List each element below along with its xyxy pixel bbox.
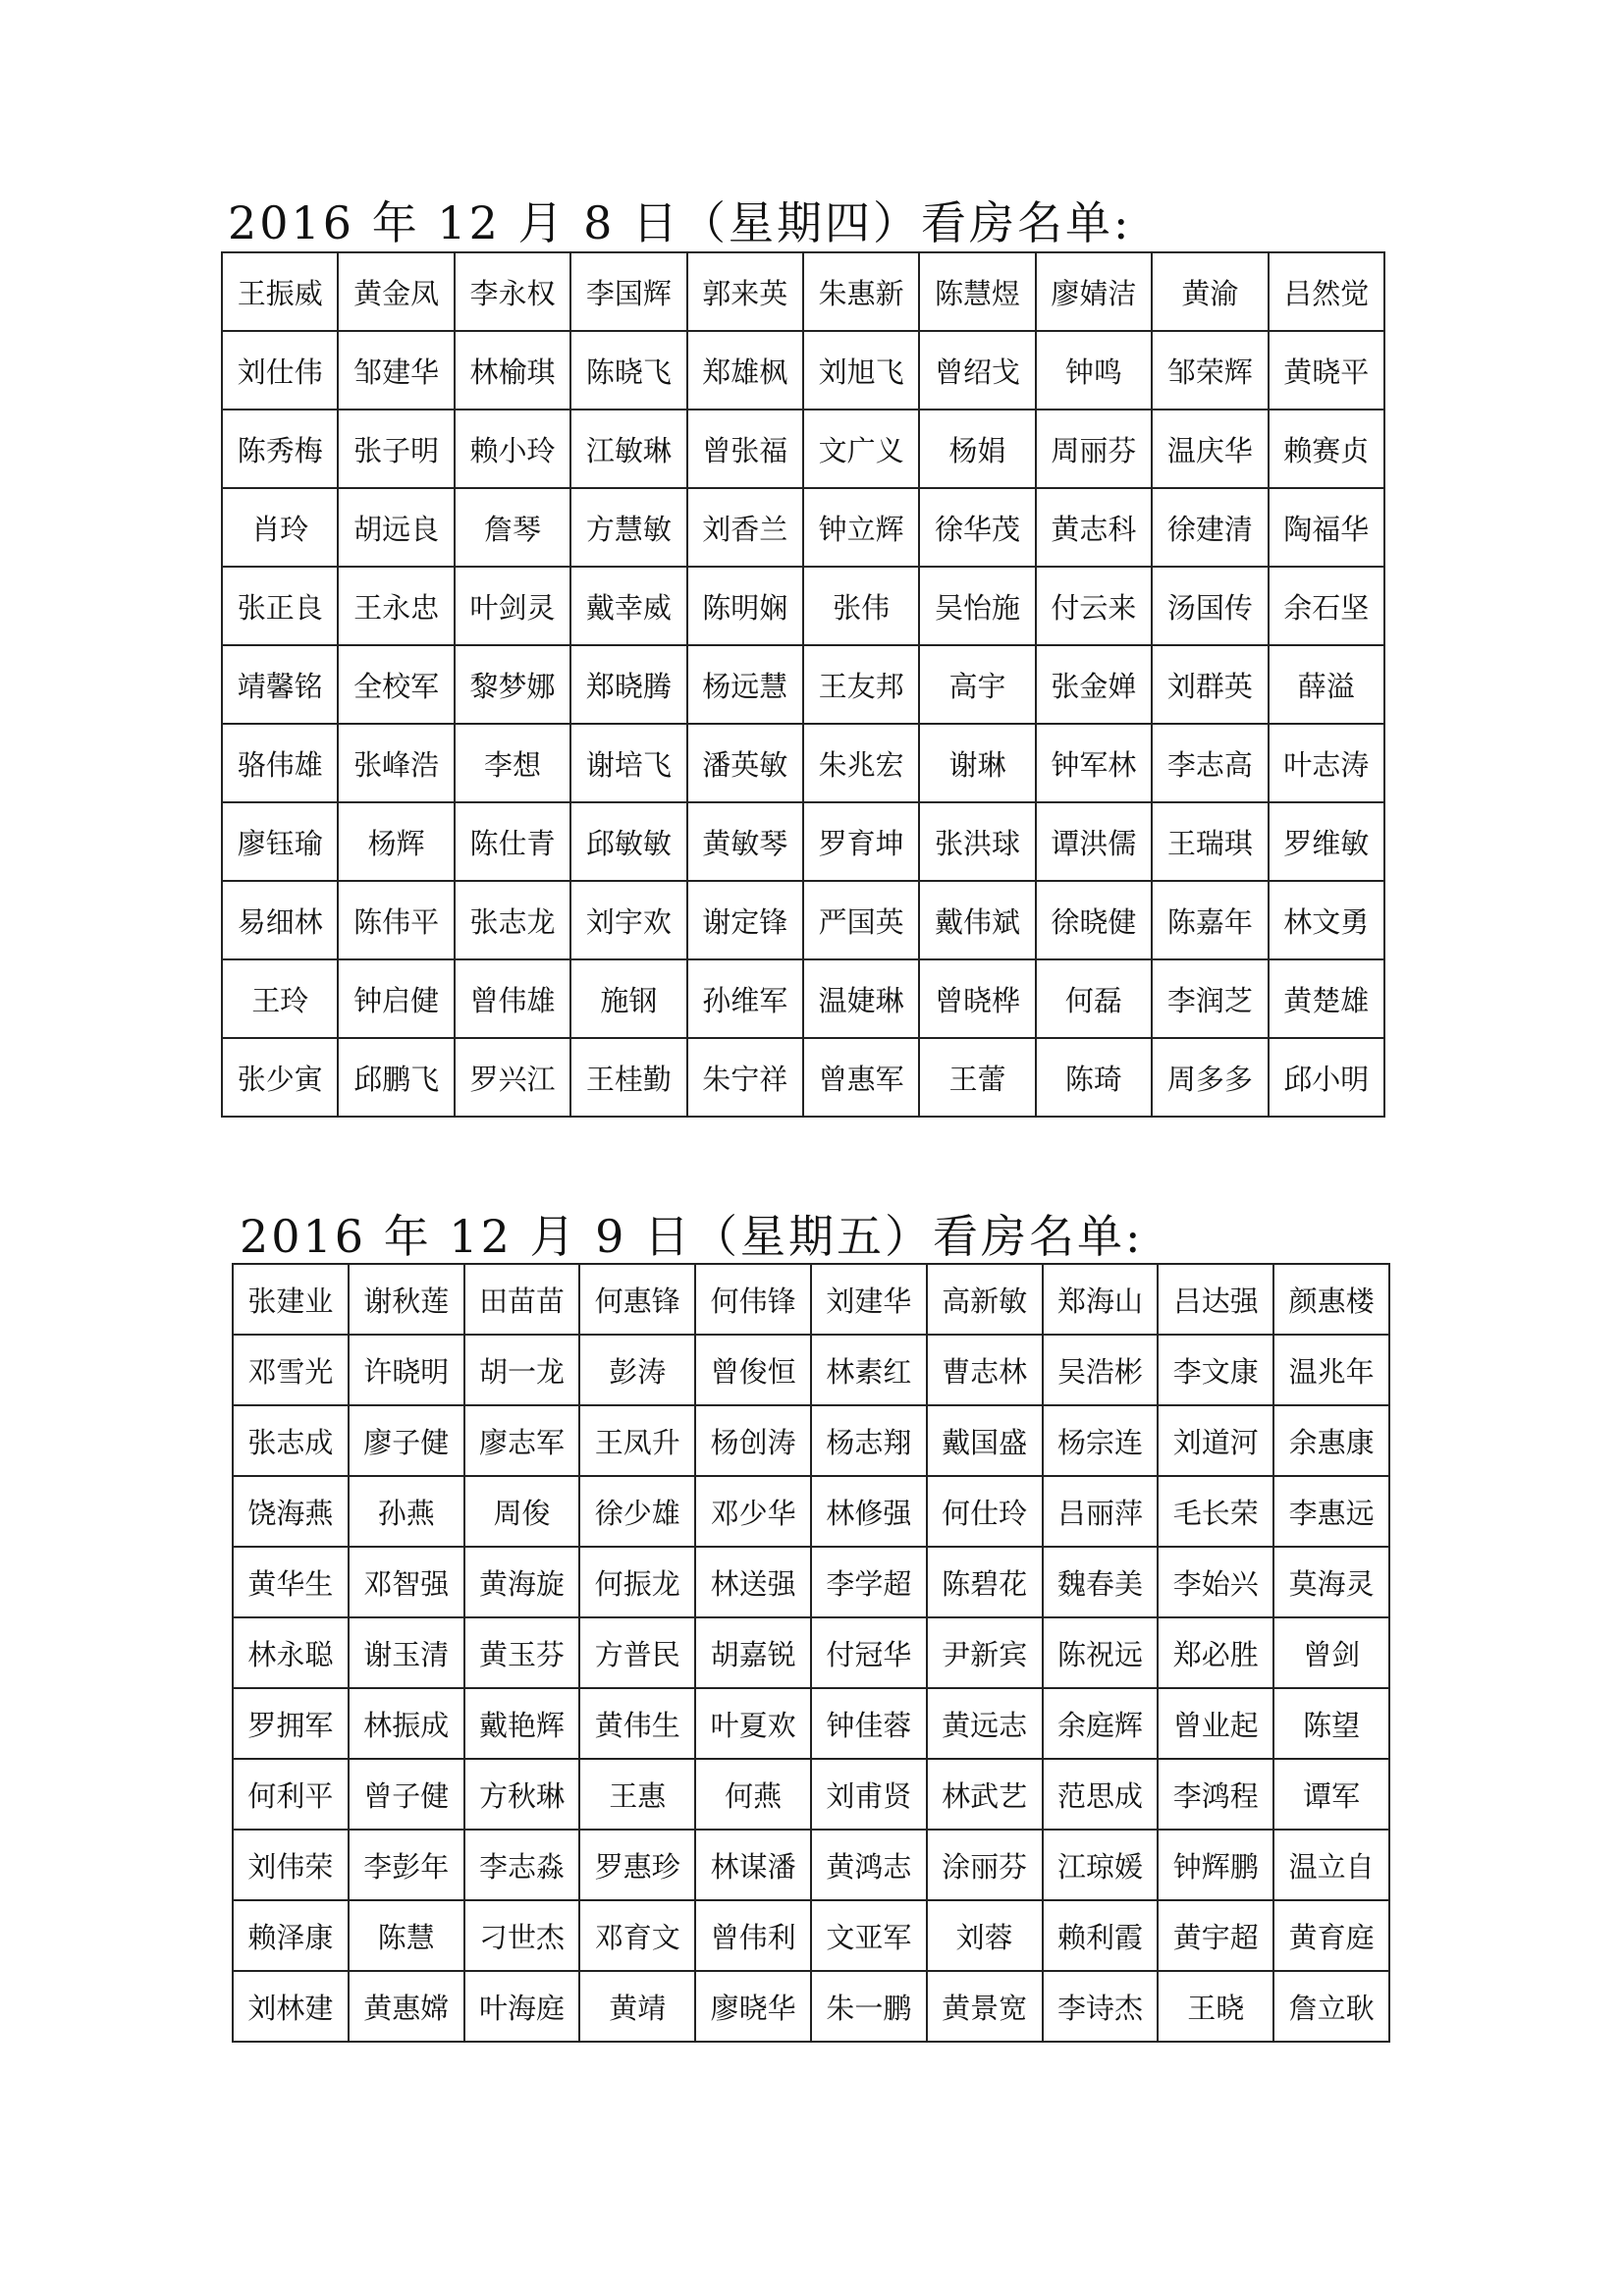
name-cell: 曾剑 [1273,1617,1389,1688]
table-row [222,1038,1384,1117]
name-cell: 温兆年 [1273,1335,1389,1405]
table-row [222,881,1384,959]
viewing-list-table-dec-9 [232,1263,1390,2043]
name-cell: 林素红 [811,1335,927,1405]
name-cell: 李彭年 [349,1830,464,1900]
table-row [222,959,1384,1038]
name-cell: 谢定锋 [687,881,803,959]
name-cell: 温立自 [1273,1830,1389,1900]
name-cell: 骆伟雄 [222,724,338,802]
name-cell: 陈仕青 [455,802,570,881]
name-cell: 范思成 [1043,1759,1159,1830]
name-cell: 王永忠 [338,567,454,645]
name-cell: 邱小明 [1269,1038,1384,1117]
table-row [233,1688,1389,1759]
name-cell: 余石坚 [1269,567,1384,645]
name-cell: 詹立耿 [1273,1971,1389,2042]
name-cell: 杨创涛 [695,1405,811,1476]
name-cell: 曾张福 [687,410,803,488]
name-cell: 朱宁祥 [687,1038,803,1117]
name-cell: 吴浩彬 [1043,1335,1159,1405]
name-cell: 钟军林 [1036,724,1152,802]
name-cell: 黄晓平 [1269,331,1384,410]
name-cell: 王瑞琪 [1152,802,1268,881]
name-cell: 陈望 [1273,1688,1389,1759]
name-cell: 黄惠嫦 [349,1971,464,2042]
name-cell: 邱鹏飞 [338,1038,454,1117]
name-cell: 刘道河 [1158,1405,1273,1476]
name-cell: 陈明娴 [687,567,803,645]
name-cell: 戴伟斌 [919,881,1035,959]
viewing-list-table-dec-8 [221,251,1385,1118]
name-cell: 何磊 [1036,959,1152,1038]
name-cell: 赖赛贞 [1269,410,1384,488]
name-cell: 黄景宽 [927,1971,1043,2042]
name-cell: 曾业起 [1158,1688,1273,1759]
name-cell: 李润芝 [1152,959,1268,1038]
name-cell: 曾惠军 [803,1038,919,1117]
name-cell: 郑海山 [1043,1264,1159,1335]
name-cell: 林送强 [695,1547,811,1617]
name-cell: 邓雪光 [233,1335,349,1405]
name-cell: 周俊 [464,1476,580,1547]
name-cell: 李志高 [1152,724,1268,802]
name-cell: 徐华茂 [919,488,1035,567]
name-cell: 黄华生 [233,1547,349,1617]
table-row [233,1830,1389,1900]
name-cell: 邹荣辉 [1152,331,1268,410]
name-cell: 林修强 [811,1476,927,1547]
name-cell: 何利平 [233,1759,349,1830]
name-cell: 陶福华 [1269,488,1384,567]
name-cell: 徐晓健 [1036,881,1152,959]
name-cell: 谢培飞 [570,724,686,802]
name-cell: 陈慧煜 [919,252,1035,331]
name-cell: 曾绍戈 [919,331,1035,410]
name-cell: 郑晓腾 [570,645,686,724]
name-cell: 李想 [455,724,570,802]
name-cell: 刘林建 [233,1971,349,2042]
name-cell: 靖馨铭 [222,645,338,724]
name-cell: 何惠锋 [579,1264,695,1335]
name-cell: 胡嘉锐 [695,1617,811,1688]
table-row [222,252,1384,331]
name-cell: 廖婧洁 [1036,252,1152,331]
name-cell: 张子明 [338,410,454,488]
name-cell: 邓育文 [579,1900,695,1971]
table-row [233,1900,1389,1971]
name-cell: 罗育坤 [803,802,919,881]
name-cell: 张峰浩 [338,724,454,802]
name-cell: 曾晓桦 [919,959,1035,1038]
table-row [233,1547,1389,1617]
table-row [222,645,1384,724]
table-row [222,331,1384,410]
name-cell: 黄鸿志 [811,1830,927,1900]
name-cell: 刘蓉 [927,1900,1043,1971]
name-cell: 钟立辉 [803,488,919,567]
name-cell: 何燕 [695,1759,811,1830]
name-cell: 李志淼 [464,1830,580,1900]
name-cell: 钟鸣 [1036,331,1152,410]
name-cell: 莫海灵 [1273,1547,1389,1617]
name-cell: 曾伟利 [695,1900,811,1971]
name-cell: 戴国盛 [927,1405,1043,1476]
name-cell: 曾俊恒 [695,1335,811,1405]
table-row [233,1264,1389,1335]
name-cell: 全校军 [338,645,454,724]
name-cell: 黄伟生 [579,1688,695,1759]
name-cell: 方慧敏 [570,488,686,567]
name-cell: 刘建华 [811,1264,927,1335]
name-cell: 饶海燕 [233,1476,349,1547]
name-cell: 陈伟平 [338,881,454,959]
name-cell: 叶剑灵 [455,567,570,645]
name-cell: 王玲 [222,959,338,1038]
name-cell: 孙维军 [687,959,803,1038]
name-cell: 林振成 [349,1688,464,1759]
name-cell: 刘香兰 [687,488,803,567]
name-cell: 钟佳蓉 [811,1688,927,1759]
section-title-dec-9: 2016 年 12 月 9 日（星期五）看房名单: [240,1210,1144,1263]
name-cell: 黄远志 [927,1688,1043,1759]
name-cell: 林榆琪 [455,331,570,410]
name-cell: 张建业 [233,1264,349,1335]
name-cell: 吴怡施 [919,567,1035,645]
name-cell: 温庆华 [1152,410,1268,488]
name-cell: 张少寅 [222,1038,338,1117]
table-row [222,488,1384,567]
section-title-dec-8: 2016 年 12 月 8 日（星期四）看房名单: [228,196,1132,249]
name-cell: 郭来英 [687,252,803,331]
name-cell: 朱兆宏 [803,724,919,802]
name-cell: 曾子健 [349,1759,464,1830]
name-cell: 王蕾 [919,1038,1035,1117]
name-cell: 吕丽萍 [1043,1476,1159,1547]
name-cell: 王桂勤 [570,1038,686,1117]
name-cell: 钟辉鹏 [1158,1830,1273,1900]
table-row [222,410,1384,488]
name-cell: 易细林 [222,881,338,959]
name-cell: 杨远慧 [687,645,803,724]
name-cell: 刘甫贤 [811,1759,927,1830]
name-cell: 张志成 [233,1405,349,1476]
name-cell: 陈祝远 [1043,1617,1159,1688]
table-row [233,1476,1389,1547]
name-cell: 孙燕 [349,1476,464,1547]
name-cell: 刘宇欢 [570,881,686,959]
name-cell: 叶志涛 [1269,724,1384,802]
name-cell: 张伟 [803,567,919,645]
name-cell: 肖玲 [222,488,338,567]
name-cell: 胡一龙 [464,1335,580,1405]
name-cell: 杨志翔 [811,1405,927,1476]
name-cell: 李文康 [1158,1335,1273,1405]
name-cell: 王友邦 [803,645,919,724]
name-cell: 何伟锋 [695,1264,811,1335]
name-cell: 罗兴江 [455,1038,570,1117]
name-cell: 颜惠楼 [1273,1264,1389,1335]
name-cell: 刘旭飞 [803,331,919,410]
name-cell: 吕然觉 [1269,252,1384,331]
name-cell: 陈嘉年 [1152,881,1268,959]
name-cell: 何仕玲 [927,1476,1043,1547]
name-cell: 黄海旋 [464,1547,580,1617]
name-cell: 薛溢 [1269,645,1384,724]
name-cell: 陈碧花 [927,1547,1043,1617]
name-cell: 黄宇超 [1158,1900,1273,1971]
name-cell: 杨宗连 [1043,1405,1159,1476]
name-cell: 罗拥军 [233,1688,349,1759]
name-cell: 黄靖 [579,1971,695,2042]
name-cell: 许晓明 [349,1335,464,1405]
name-cell: 汤国传 [1152,567,1268,645]
name-cell: 林永聪 [233,1617,349,1688]
name-cell: 吕达强 [1158,1264,1273,1335]
name-cell: 张洪球 [919,802,1035,881]
name-cell: 谢琳 [919,724,1035,802]
name-cell: 邓少华 [695,1476,811,1547]
name-cell: 尹新宾 [927,1617,1043,1688]
name-cell: 江琼媛 [1043,1830,1159,1900]
name-cell: 黄玉芬 [464,1617,580,1688]
name-cell: 徐少雄 [579,1476,695,1547]
name-cell: 曹志林 [927,1335,1043,1405]
name-cell: 廖钰瑜 [222,802,338,881]
name-cell: 谢玉清 [349,1617,464,1688]
name-cell: 陈琦 [1036,1038,1152,1117]
name-cell: 戴艳辉 [464,1688,580,1759]
name-cell: 戴幸威 [570,567,686,645]
name-cell: 林谋潘 [695,1830,811,1900]
table-row [233,1971,1389,2042]
name-cell: 李始兴 [1158,1547,1273,1617]
name-cell: 高宇 [919,645,1035,724]
name-cell: 杨辉 [338,802,454,881]
name-cell: 余惠康 [1273,1405,1389,1476]
name-cell: 刘群英 [1152,645,1268,724]
name-cell: 黄敏琴 [687,802,803,881]
name-cell: 黄金凤 [338,252,454,331]
name-cell: 黄渝 [1152,252,1268,331]
name-cell: 方普民 [579,1617,695,1688]
name-cell: 王振威 [222,252,338,331]
name-cell: 黄育庭 [1273,1900,1389,1971]
name-cell: 谭军 [1273,1759,1389,1830]
name-cell: 付云来 [1036,567,1152,645]
name-cell: 余庭辉 [1043,1688,1159,1759]
name-cell: 张金婵 [1036,645,1152,724]
name-cell: 邹建华 [338,331,454,410]
name-cell: 邱敏敏 [570,802,686,881]
name-cell: 朱惠新 [803,252,919,331]
name-cell: 林武艺 [927,1759,1043,1830]
name-cell: 黄楚雄 [1269,959,1384,1038]
name-cell: 彭涛 [579,1335,695,1405]
name-cell: 王晓 [1158,1971,1273,2042]
name-cell: 杨娟 [919,410,1035,488]
name-cell: 周多多 [1152,1038,1268,1117]
name-cell: 张正良 [222,567,338,645]
table-row [222,802,1384,881]
name-cell: 付冠华 [811,1617,927,1688]
name-cell: 钟启健 [338,959,454,1038]
table-row [222,567,1384,645]
name-cell: 谭洪儒 [1036,802,1152,881]
name-cell: 何振龙 [579,1547,695,1617]
name-cell: 方秋琳 [464,1759,580,1830]
name-cell: 徐建清 [1152,488,1268,567]
name-cell: 赖泽康 [233,1900,349,1971]
name-cell: 林文勇 [1269,881,1384,959]
name-cell: 王凤升 [579,1405,695,1476]
name-cell: 周丽芬 [1036,410,1152,488]
name-cell: 曾伟雄 [455,959,570,1038]
name-cell: 赖利霞 [1043,1900,1159,1971]
name-cell: 王惠 [579,1759,695,1830]
name-cell: 涂丽芬 [927,1830,1043,1900]
name-cell: 胡远良 [338,488,454,567]
name-cell: 谢秋莲 [349,1264,464,1335]
name-cell: 刁世杰 [464,1900,580,1971]
table-row [222,724,1384,802]
name-cell: 郑雄枫 [687,331,803,410]
name-cell: 郑必胜 [1158,1617,1273,1688]
name-cell: 廖志军 [464,1405,580,1476]
name-cell: 文广义 [803,410,919,488]
name-cell: 赖小玲 [455,410,570,488]
name-cell: 李永权 [455,252,570,331]
name-cell: 张志龙 [455,881,570,959]
name-cell: 江敏琳 [570,410,686,488]
name-cell: 施钢 [570,959,686,1038]
name-cell: 刘伟荣 [233,1830,349,1900]
name-cell: 文亚军 [811,1900,927,1971]
name-cell: 毛长荣 [1158,1476,1273,1547]
name-cell: 魏春美 [1043,1547,1159,1617]
name-cell: 李学超 [811,1547,927,1617]
name-cell: 严国英 [803,881,919,959]
name-cell: 李国辉 [570,252,686,331]
name-cell: 朱一鹏 [811,1971,927,2042]
name-cell: 刘仕伟 [222,331,338,410]
name-cell: 陈慧 [349,1900,464,1971]
name-cell: 高新敏 [927,1264,1043,1335]
name-cell: 邓智强 [349,1547,464,1617]
name-cell: 叶夏欢 [695,1688,811,1759]
name-cell: 温婕琳 [803,959,919,1038]
name-cell: 陈晓飞 [570,331,686,410]
name-cell: 黎梦娜 [455,645,570,724]
name-cell: 田苗苗 [464,1264,580,1335]
name-cell: 廖子健 [349,1405,464,1476]
name-cell: 黄志科 [1036,488,1152,567]
name-cell: 廖晓华 [695,1971,811,2042]
table-row [233,1617,1389,1688]
name-cell: 李诗杰 [1043,1971,1159,2042]
name-cell: 陈秀梅 [222,410,338,488]
name-cell: 潘英敏 [687,724,803,802]
name-cell: 罗维敏 [1269,802,1384,881]
name-cell: 李鸿程 [1158,1759,1273,1830]
name-cell: 叶海庭 [464,1971,580,2042]
name-cell: 李惠远 [1273,1476,1389,1547]
name-cell: 罗惠珍 [579,1830,695,1900]
table-row [233,1405,1389,1476]
name-cell: 詹琴 [455,488,570,567]
table-row [233,1335,1389,1405]
table-row [233,1759,1389,1830]
